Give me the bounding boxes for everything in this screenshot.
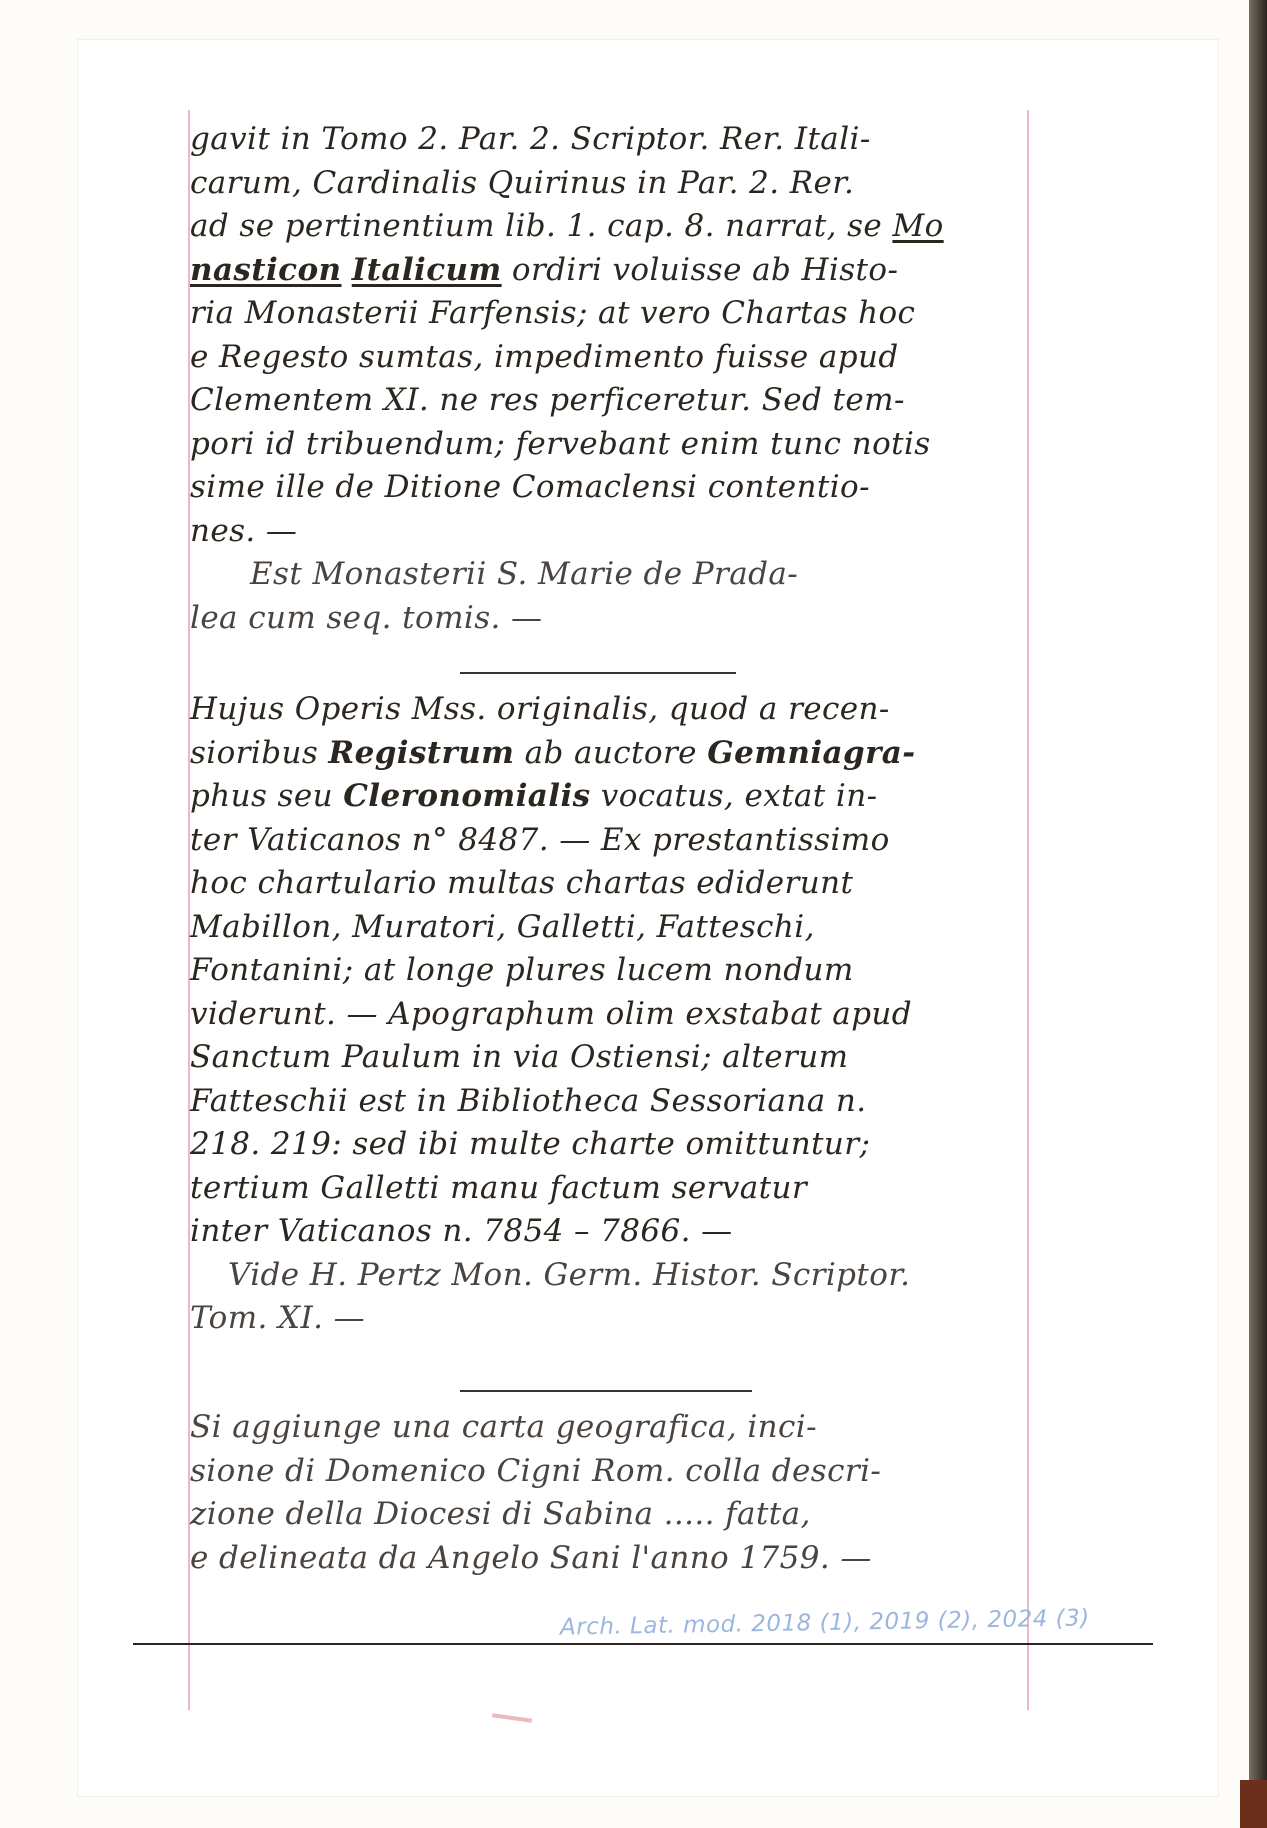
reference-line: Tom. XI. — [190,1300,366,1336]
text-line: zione della Diocesi di Sabina ..... fatta, [190,1496,811,1532]
corner-stain [1240,1780,1267,1828]
section-1-text [190,118,1030,640]
text-line: gavit in Tomo 2. Par. 2. Scriptor. Rer. Itali- [190,121,871,157]
ownership-line: Est Monasterii S. Marie de Prada- [250,556,799,592]
text-line: Hujus Operis Mss. originalis, quod a recen- [190,691,890,727]
text-line: Fatteschii est in Bibliotheca Sessoriana n. [190,1082,867,1119]
section-3-text [190,1406,1030,1580]
text-line [190,249,1030,293]
text-line: Mabillon, Muratori, Galletti, Fatteschi, [190,908,815,945]
text-line: Fontanini; at longe plures lucem nondum [190,952,854,988]
bottom-rule [133,1643,1153,1645]
text-line: 218. 219: sed ibi multe charte omittuntur; [190,1126,871,1162]
text-line [190,732,1030,776]
reference-line: Vide H. Pertz Mon. Germ. Histor. Scriptor. [228,1256,911,1293]
pencil-archive-note: Arch. Lat. mod. 2018 (1), 2019 (2), 2024 (3) [559,1605,1090,1641]
section-divider [460,1390,752,1392]
section-divider [460,672,736,674]
text-line [190,205,1030,249]
text-line: nes. — [190,512,298,549]
text-line: inter Vaticanos n. 7854 – 7866. — [190,1213,733,1249]
underlined-word: Mo [892,208,944,244]
text-line: viderunt. — Apographum olim exstabat apud [190,995,913,1032]
scan-edge-shadow [1249,0,1267,1828]
bold-term: Gemniagra- [707,734,916,771]
text-line: e delineata da Angelo Sani l'anno 1759. — [190,1539,872,1576]
text-line-part: ab auctore [524,734,697,771]
text-line-part: sioribus [190,734,319,771]
section-2-text [190,688,1030,1341]
text-line-part: phus seu [190,778,333,814]
text-line [190,775,1030,819]
text-line-part: ordiri voluisse ab Histo- [511,251,899,288]
bold-term: Registrum [328,734,515,771]
text-line: carum, Cardinalis Quirinus in Par. 2. Rer. [190,164,855,201]
underlined-title-word: nasticon [190,251,342,288]
text-line: e Regesto sumtas, impedimento fuisse apud [190,338,899,375]
text-line-part: ad se pertinentium lib. 1. cap. 8. narrat, se [190,208,883,244]
text-line-part: vocatus, extat in- [600,778,878,814]
text-line: hoc chartulario multas chartas ediderunt [190,865,854,901]
text-line: Clementem XI. ne res perficeretur. Sed tem- [190,382,905,418]
text-line: sime ille de Ditione Comaclensi contentio- [190,469,870,505]
text-line: ria Monasterii Farfensis; at vero Chartas hoc [190,295,916,331]
text-line: pori id tribuendum; fervebant enim tunc notis [190,425,931,462]
ownership-line: lea cum seq. tomis. — [190,599,543,636]
text-line: tertium Galletti manu factum servatur [190,1169,808,1206]
text-line: Sanctum Paulum in via Ostiensi; alterum [190,1039,849,1075]
text-line: ter Vaticanos n° 8487. — Ex prestantissimo [190,821,890,858]
text-line: Si aggiunge una carta geografica, inci- [190,1409,817,1445]
bold-term: Cleronomialis [343,778,591,814]
text-line: sione di Domenico Cigni Rom. colla descri- [190,1452,882,1489]
underlined-title-word: Italicum [351,251,502,288]
